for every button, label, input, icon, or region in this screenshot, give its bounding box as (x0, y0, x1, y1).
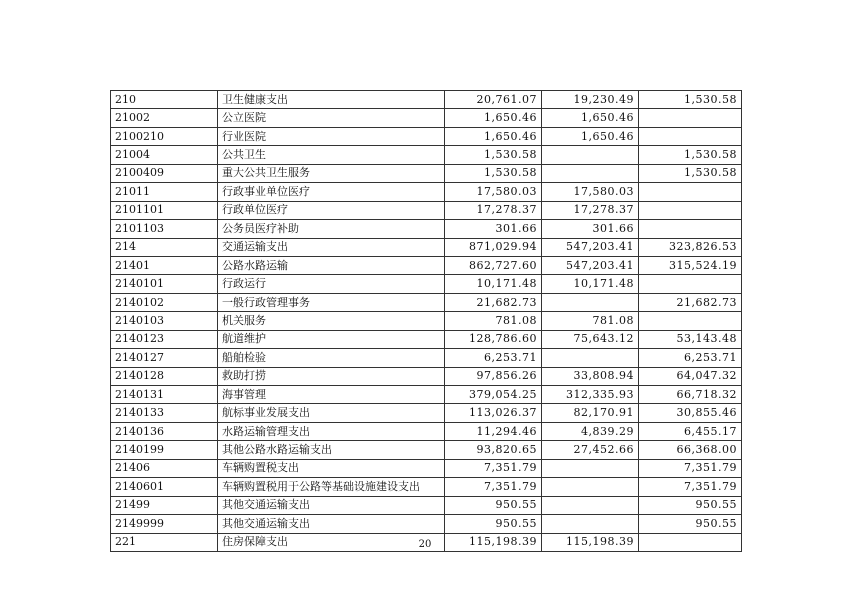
row-project-cell: 66,368.00 (639, 441, 742, 459)
row-basic-cell: 547,203.41 (542, 238, 639, 256)
row-basic-cell: 10,171.48 (542, 275, 639, 293)
row-code-cell: 2140103 (111, 312, 218, 330)
row-total-cell: 11,294.46 (445, 422, 542, 440)
row-total-cell: 6,253.71 (445, 349, 542, 367)
row-name-cell: 行政运行 (218, 275, 445, 293)
row-name-cell: 行政事业单位医疗 (218, 183, 445, 201)
table-row (111, 127, 742, 145)
row-project-cell: 6,455.17 (639, 422, 742, 440)
row-name-cell: 行业医院 (218, 127, 445, 145)
row-code-cell: 21011 (111, 183, 218, 201)
row-name-cell: 公务员医疗补助 (218, 220, 445, 238)
row-code-cell: 21004 (111, 146, 218, 164)
row-total-cell: 781.08 (445, 312, 542, 330)
row-name-cell: 航道维护 (218, 330, 445, 348)
table-row (111, 404, 742, 422)
table-row (111, 330, 742, 348)
table-row (111, 496, 742, 514)
row-code-cell: 2140101 (111, 275, 218, 293)
budget-table (110, 90, 742, 552)
table-row (111, 238, 742, 256)
row-name-cell: 住房保障支出 (218, 533, 445, 551)
row-code-cell: 210 (111, 91, 218, 109)
row-name-cell: 机关服务 (218, 312, 445, 330)
row-basic-cell (542, 496, 639, 514)
table-row (111, 109, 742, 127)
row-total-cell: 21,682.73 (445, 293, 542, 311)
row-total-cell: 7,351.79 (445, 478, 542, 496)
row-name-cell: 车辆购置税支出 (218, 459, 445, 477)
row-basic-cell (542, 515, 639, 533)
row-name-cell: 公共卫生 (218, 146, 445, 164)
row-project-cell: 66,718.32 (639, 386, 742, 404)
table-row (111, 91, 742, 109)
row-name-cell: 行政单位医疗 (218, 201, 445, 219)
row-basic-cell: 1,650.46 (542, 109, 639, 127)
row-name-cell: 海事管理 (218, 386, 445, 404)
row-name-cell: 公路水路运输 (218, 256, 445, 274)
row-total-cell: 950.55 (445, 515, 542, 533)
row-project-cell (639, 275, 742, 293)
row-code-cell: 214 (111, 238, 218, 256)
row-name-cell: 公立医院 (218, 109, 445, 127)
row-basic-cell: 547,203.41 (542, 256, 639, 274)
table-row (111, 515, 742, 533)
row-total-cell: 1,650.46 (445, 109, 542, 127)
row-total-cell: 93,820.65 (445, 441, 542, 459)
table-row (111, 293, 742, 311)
row-name-cell: 重大公共卫生服务 (218, 164, 445, 182)
row-code-cell: 2101101 (111, 201, 218, 219)
row-project-cell: 7,351.79 (639, 459, 742, 477)
row-code-cell: 2140128 (111, 367, 218, 385)
row-total-cell: 97,856.26 (445, 367, 542, 385)
row-name-cell: 船舶检验 (218, 349, 445, 367)
table-row (111, 312, 742, 330)
row-name-cell: 航标事业发展支出 (218, 404, 445, 422)
row-name-cell: 卫生健康支出 (218, 91, 445, 109)
row-project-cell (639, 109, 742, 127)
row-code-cell: 2140123 (111, 330, 218, 348)
row-basic-cell (542, 164, 639, 182)
row-name-cell: 其他交通运输支出 (218, 496, 445, 514)
row-total-cell: 20,761.07 (445, 91, 542, 109)
table-row (111, 201, 742, 219)
row-project-cell: 6,253.71 (639, 349, 742, 367)
row-project-cell (639, 127, 742, 145)
row-code-cell: 2100409 (111, 164, 218, 182)
row-basic-cell: 82,170.91 (542, 404, 639, 422)
table-row (111, 275, 742, 293)
row-project-cell: 64,047.32 (639, 367, 742, 385)
table-row (111, 183, 742, 201)
row-code-cell: 21406 (111, 459, 218, 477)
row-project-cell: 7,351.79 (639, 478, 742, 496)
row-basic-cell: 33,808.94 (542, 367, 639, 385)
row-code-cell: 2140102 (111, 293, 218, 311)
row-code-cell: 2140601 (111, 478, 218, 496)
row-basic-cell: 27,452.66 (542, 441, 639, 459)
row-basic-cell (542, 459, 639, 477)
row-total-cell: 7,351.79 (445, 459, 542, 477)
row-code-cell: 2100210 (111, 127, 218, 145)
row-project-cell: 21,682.73 (639, 293, 742, 311)
row-code-cell: 21499 (111, 496, 218, 514)
row-basic-cell: 17,278.37 (542, 201, 639, 219)
row-project-cell: 1,530.58 (639, 146, 742, 164)
row-project-cell: 323,826.53 (639, 238, 742, 256)
row-project-cell (639, 201, 742, 219)
row-basic-cell (542, 478, 639, 496)
row-code-cell: 2149999 (111, 515, 218, 533)
row-name-cell: 一般行政管理事务 (218, 293, 445, 311)
row-name-cell: 其他公路水路运输支出 (218, 441, 445, 459)
row-basic-cell: 312,335.93 (542, 386, 639, 404)
row-project-cell (639, 220, 742, 238)
row-name-cell: 车辆购置税用于公路等基础设施建设支出 (218, 478, 445, 496)
table-row (111, 349, 742, 367)
row-total-cell: 950.55 (445, 496, 542, 514)
row-project-cell: 53,143.48 (639, 330, 742, 348)
row-basic-cell: 17,580.03 (542, 183, 639, 201)
row-basic-cell: 4,839.29 (542, 422, 639, 440)
row-code-cell: 21002 (111, 109, 218, 127)
row-total-cell: 379,054.25 (445, 386, 542, 404)
row-total-cell: 17,580.03 (445, 183, 542, 201)
row-basic-cell: 19,230.49 (542, 91, 639, 109)
row-project-cell (639, 312, 742, 330)
row-basic-cell: 1,650.46 (542, 127, 639, 145)
row-total-cell: 10,171.48 (445, 275, 542, 293)
row-code-cell: 21401 (111, 256, 218, 274)
row-code-cell: 2140131 (111, 386, 218, 404)
table-row (111, 220, 742, 238)
row-project-cell: 315,524.19 (639, 256, 742, 274)
row-project-cell: 1,530.58 (639, 91, 742, 109)
row-basic-cell: 115,198.39 (542, 533, 639, 551)
row-basic-cell: 75,643.12 (542, 330, 639, 348)
row-basic-cell: 781.08 (542, 312, 639, 330)
row-total-cell: 17,278.37 (445, 201, 542, 219)
row-total-cell: 301.66 (445, 220, 542, 238)
row-total-cell: 1,650.46 (445, 127, 542, 145)
row-project-cell: 30,855.46 (639, 404, 742, 422)
page-number: 20 (418, 539, 432, 550)
row-basic-cell (542, 349, 639, 367)
row-basic-cell (542, 293, 639, 311)
table-row (111, 256, 742, 274)
row-total-cell: 128,786.60 (445, 330, 542, 348)
row-name-cell: 其他交通运输支出 (218, 515, 445, 533)
row-total-cell: 1,530.58 (445, 146, 542, 164)
row-code-cell: 2140136 (111, 422, 218, 440)
table-row (111, 164, 742, 182)
table-row (111, 386, 742, 404)
row-basic-cell (542, 146, 639, 164)
row-total-cell: 871,029.94 (445, 238, 542, 256)
row-project-cell: 1,530.58 (639, 164, 742, 182)
table-row (111, 478, 742, 496)
table-row (111, 459, 742, 477)
row-project-cell: 950.55 (639, 515, 742, 533)
row-project-cell: 950.55 (639, 496, 742, 514)
row-code-cell: 221 (111, 533, 218, 551)
row-name-cell: 交通运输支出 (218, 238, 445, 256)
table-row (111, 367, 742, 385)
row-name-cell: 水路运输管理支出 (218, 422, 445, 440)
row-code-cell: 2140127 (111, 349, 218, 367)
row-total-cell: 113,026.37 (445, 404, 542, 422)
row-name-cell: 救助打捞 (218, 367, 445, 385)
row-total-cell: 1,530.58 (445, 164, 542, 182)
budget-table-body (111, 91, 742, 552)
row-code-cell: 2140199 (111, 441, 218, 459)
table-row (111, 146, 742, 164)
table-row (111, 441, 742, 459)
row-basic-cell: 301.66 (542, 220, 639, 238)
table-row (111, 422, 742, 440)
row-total-cell: 115,198.39 (445, 533, 542, 551)
row-project-cell (639, 183, 742, 201)
row-code-cell: 2140133 (111, 404, 218, 422)
row-total-cell: 862,727.60 (445, 256, 542, 274)
row-code-cell: 2101103 (111, 220, 218, 238)
